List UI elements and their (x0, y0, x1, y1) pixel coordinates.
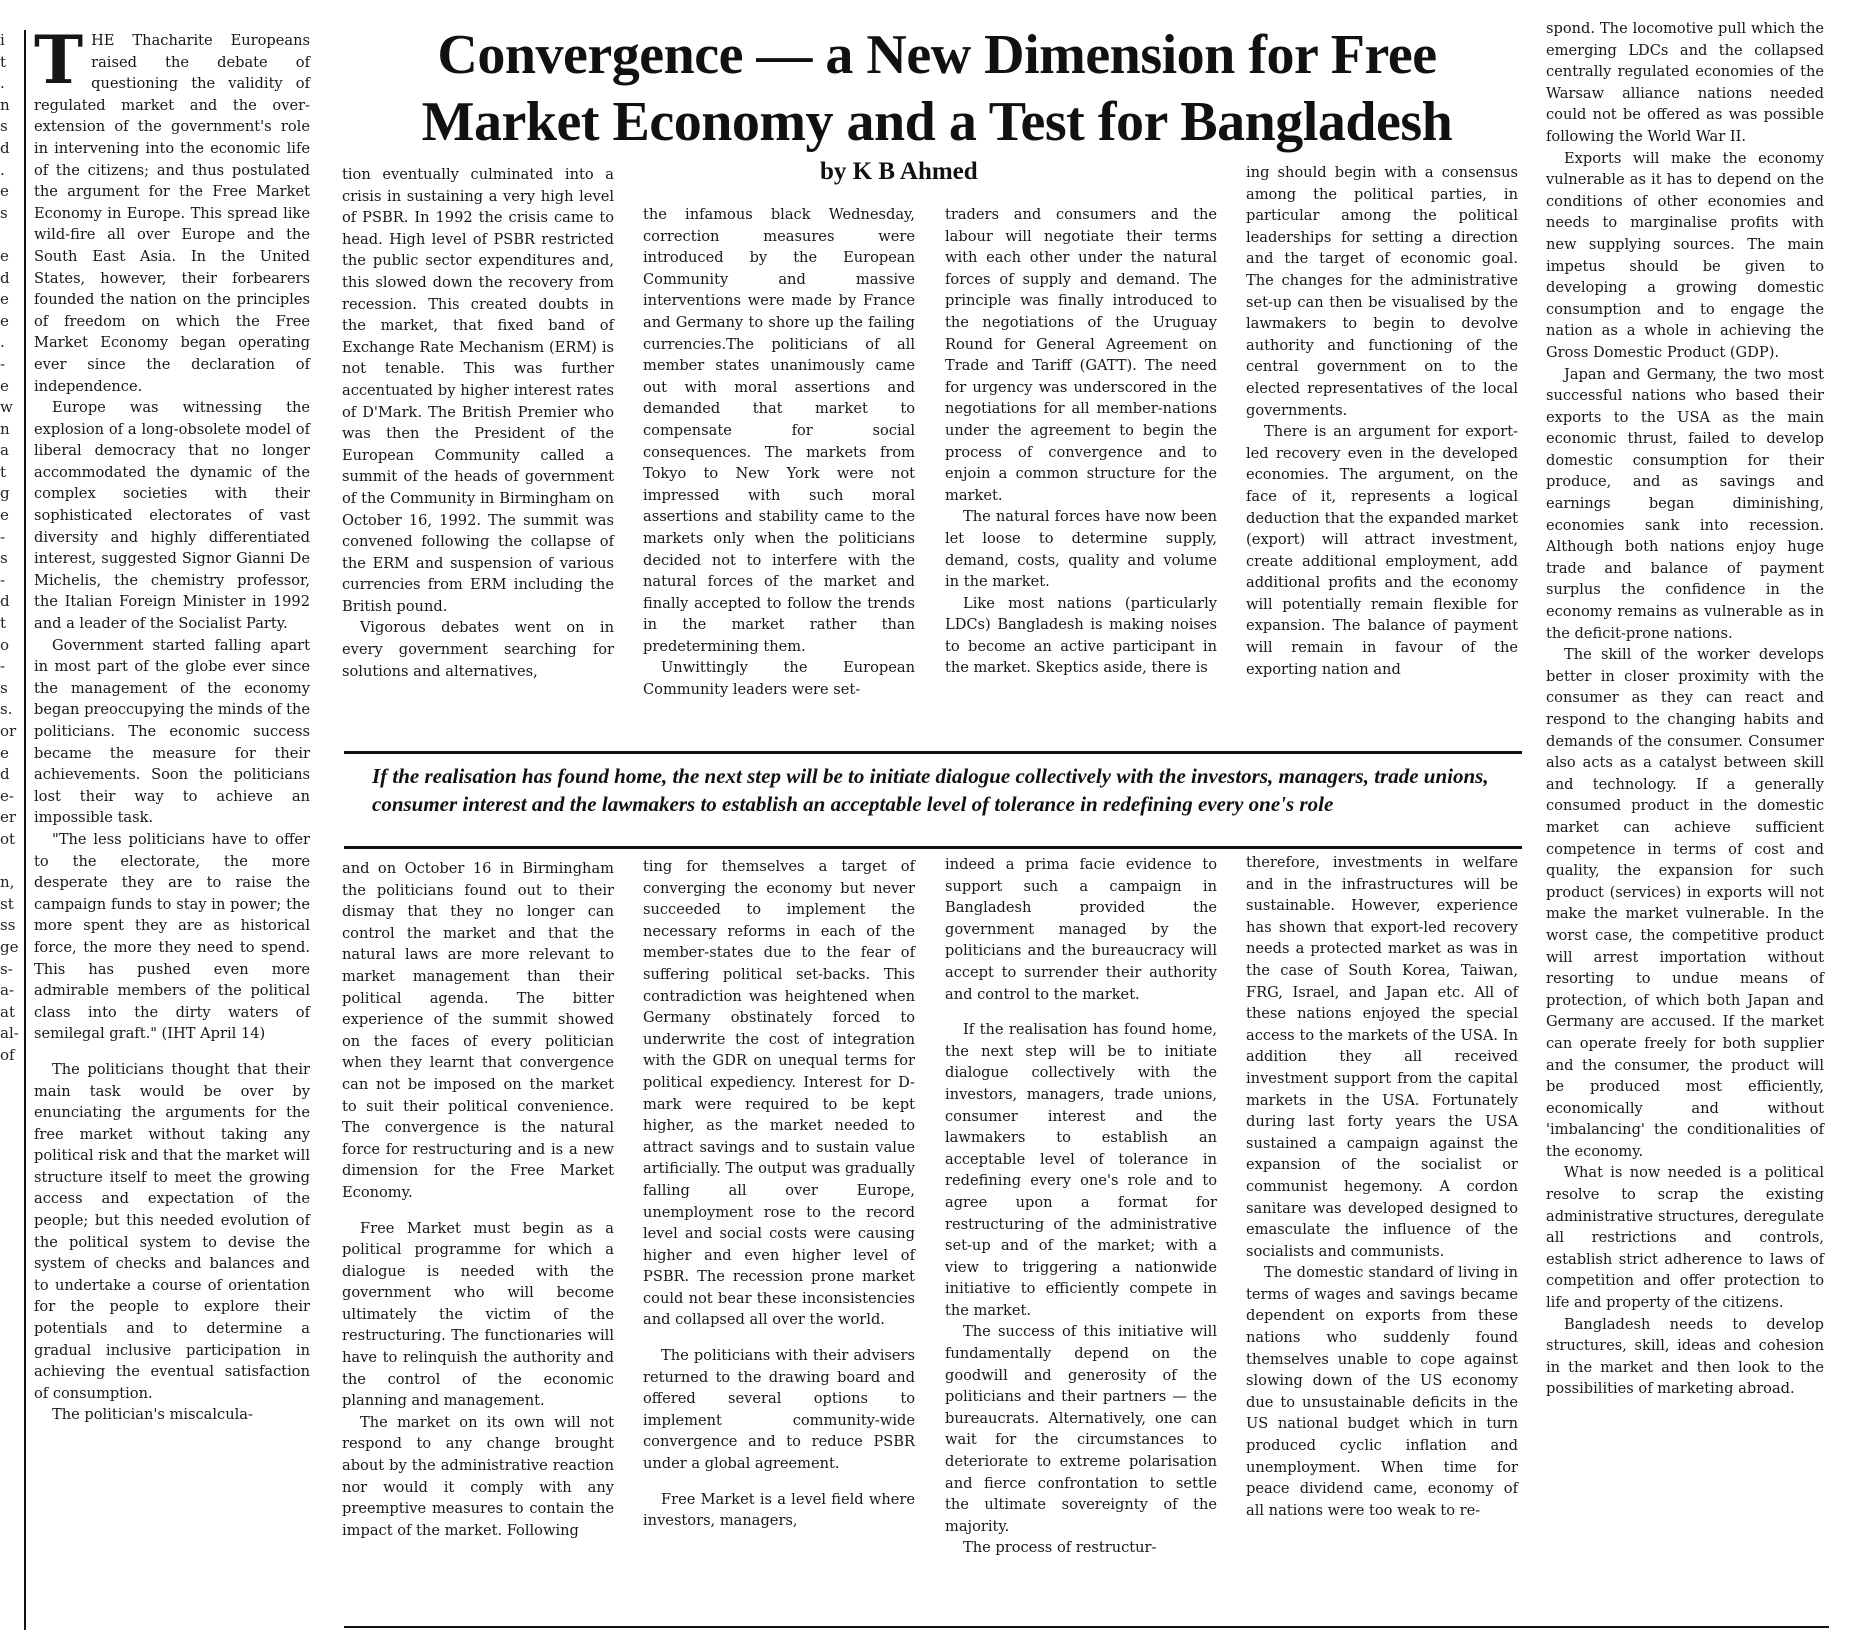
paragraph: Vigorous debates went on in every government searching for solutions and alternatives, (342, 619, 614, 680)
headline-line-2: Market Economy and a Test for Bangladesh (421, 91, 1453, 153)
column-rule (24, 30, 26, 1630)
paragraph: therefore, investments in welfare and in the infrastructures will be sustainable. However, experience has shown that export-led recovery needs a protected market as was in the case of South Korea, Taiwan, FRG, Israel, and Japan etc. All of these nations enjoyed the special access to the markets of the USA. In addition they all received investment support from the capital markets in the USA. Fortunately during last forty years the USA sustained a campaign against the expansion of the socialist or communist hegemony. A cordon sanitare was developed designed to emasculate the influence of the socialists and communists. (1246, 854, 1518, 1260)
byline: by K B Ahmed (820, 158, 978, 185)
paragraph: ting for themselves a target of converging the economy but never succeeded to implement the necessary reforms in each of the member-states due to the fear of suffering political set-backs. This contradiction was heightened when Germany obstinately forced to underwrite the cost of integration with the GDR on unequal terms for political expediency. Interest for D-mark were required to be kept higher, as the market needed to attract savings and to sustain value artificially. The output was gradually falling all over Europe, unemployment rose to the record level and social costs were causing higher and even higher level of PSBR. The recession prone market could not bear these inconsistencies and collapsed all over the world. (643, 858, 915, 1329)
paragraph: The market on its own will not respond to any change brought about by the administrative reaction nor would it comply with any preemptive measures to contain the impact of the market. Following (342, 1413, 614, 1539)
paragraph: "The less politicians have to offer to the electorate, the more desperate they are to raise the campaign funds to stay in power; the more spent they are as historical force, the more they need to spend. This has pushed even more admirable members of the political class into the dirty waters of semilegal graft." (IHT April 14) (34, 830, 310, 1043)
column-4-top (945, 204, 1217, 744)
paragraph: The domestic standard of living in terms of wages and savings became dependent on exports from these nations who suddenly found themselves unable to cope against slowing down of the US economy due to unsustainable deficits in the US national budget which in turn produced cyclic inflation and unemployment. When time for peace dividend came, economy of all nations were too weak to re- (1246, 1264, 1518, 1519)
paragraph: ing should begin with a consensus among the political parties, in particular among the political leaderships for setting a direction and the target of economic goal. The changes for the administrative set-up can then be visualised by the lawmakers to begin to devolve authority and functioning of the central government on to the elected representatives of the local governments. (1246, 164, 1518, 419)
column-3-bottom (643, 856, 915, 1626)
paragraph: indeed a prima facie evidence to support such a campaign in Bangladesh provided the government managed by the politicians and the bureaucracy will accept to surrender their authority and control to the market. (945, 856, 1217, 1003)
paragraph: The skill of the worker develops better in closer proximity with the consumer as they can react and respond to the changing habits and demands of the consumer. Consumer also acts as a catalyst between skill and technology. If a generally consumed product in the domestic market can achieve sufficient competence in terms of cost and quality, the expansion for such product (services) in exports will not make the market vulnerable. In the worst case, the competitive product will arrest importation without resorting to undue means of protection, of which both Japan and Germany are accused. If the market can operate freely for both supplier and the consumer, the product will be produced most efficiently, economically and without 'imbalancing' the conditionalities of the economy. (1546, 646, 1824, 1160)
column-5-top (1246, 162, 1518, 744)
paragraph: tion eventually culminated into a crisis in sustaining a very high level of PSBR. In 1992 the crisis came to head. High level of PSBR restricted the public sector expenditures and, this slowed down the recovery from recession. This created doubts in the market, that fixed band of Exchange Rate Mechanism (ERM) is not tenable. This was further accentuated by higher interest rates of D'Mark. The British Premier who was then the President of the European Community called a summit of the heads of government of the Community in Birmingham on October 16, 1992. The summit was convened following the collapse of the ERM and suspension of various currencies from ERM including the British pound. (342, 166, 614, 615)
paragraph: The process of restructur- (963, 1539, 1157, 1557)
column-2-bottom (342, 858, 614, 1626)
paragraph: Japan and Germany, the two most successful nations who based their exports to the USA as the main economic thrust, failed to develop domestic consumption for their produce, and as savings and earnings began diminishing, economies sank into recession. Although both nations enjoy huge trade and balance of payment surplus the confidence in the economy remains as vulnerable as in the deficit-prone nations. (1546, 365, 1824, 642)
paragraph: THE Thacharite Europeans raised the debate of questioning the validity of regulated market and the over-extension of the government's role in intervening into the economic life of the citizens; and thus postulated the argument for the Free Market Economy in Europe. This spread like wild-fire all over Europe and the South East Asia. In the United States, however, their forbearers founded the nation on the principles of freedom on which the Free Market Economy began operating ever since the declaration of independence. (34, 21, 310, 395)
column-5-bottom (1246, 852, 1518, 1626)
pull-quote-top-rule (344, 751, 1522, 754)
column-6 (1546, 18, 1824, 1626)
bottom-rule (344, 1626, 1829, 1628)
paragraph: Government started falling apart in most part of the globe ever since the management of the economy began preoccupying the minds of the politicians. The economic success became the measure for their achievements. Soon the politicians lost their way to achieve an impossible task. (34, 636, 310, 827)
paragraph: the infamous black Wednesday, correction measures were introduced by the European Community and massive interventions were made by France and Germany to shore up the failing currencies.The politicians of all member states unanimously came out with moral assertions and demanded that market to compensate for social consequences. The markets from Tokyo to New York were not impressed with such moral assertions and stability came to the markets only when the politicians decided not to interfere with the natural forces of the market and finally accepted to follow the trends in the market rather than predetermining them. (643, 206, 915, 655)
paragraph: Like most nations (particularly LDCs) Bangladesh is making noises to become an active participant in the market. Skeptics aside, there is (945, 594, 1217, 677)
paragraph: Europe was witnessing the explosion of a long-obsolete model of liberal democracy that no longer accommodated the dynamic of the complex societies with their sophisticated electorates of vast diversity and highly differentiated interest, suggested Signor Gianni De Michelis, the chemistry professor, the Italian Foreign Minister in 1992 and a leader of the Socialist Party. (34, 399, 310, 633)
paragraph: The politicians thought that their main task would be over by enunciating the arguments for the free market without taking any political risk and that the market will structure itself to meet the growing access and expectation of the people; but this needed evolution of the political system to devise the system of checks and balances and to undertake a course of orientation for the people to explore their potentials and to determine a gradual inclusive participation in achieving the eventual satisfaction of consumption. (34, 1060, 310, 1402)
paragraph: Free Market must begin as a political programme for which a dialogue is needed with the government who will become ultimately the victim of the restructuring. The functionaries will have to relinquish the authority and the control of the economic planning and management. (342, 1219, 614, 1410)
drop-cap: T (34, 21, 84, 99)
paragraph: and on October 16 in Birmingham the politicians found out to their dismay that they no longer can control the market and that the natural laws are more relevant to market management than their political agenda. The bitter experience of the summit showed on the faces of every politician when they learnt that convergence can not be imposed on the market to suit their political convenience. The convergence is the natural force for restructuring and is a new dimension for the Free Market Economy. (342, 860, 614, 1201)
paragraph: spond. The locomotive pull which the emerging LDCs and the collapsed centrally regulated economies of the Warsaw alliance nations needed could not be offered as was possible following the World War II. (1546, 20, 1824, 145)
pull-quote-bottom-rule (344, 846, 1522, 849)
column-3-top (643, 204, 915, 744)
adjacent-article-fragment: i t . n s d . e s e d e e . - e w n a t g e - s - d t o - s s. or e d e- er ot n, st ss ge s- a- at al- of (0, 31, 19, 1064)
paragraph: What is now needed is a political resolve to scrap the existing administrative structures, deregulate all restrictions and controls, establish strict adherence to laws of competition and offer protection to life and property of the citizens. (1546, 1164, 1824, 1312)
paragraph: The politicians with their advisers returned to the drawing board and offered several options to implement community-wide convergence and to reduce PSBR under a global agreement. (643, 1347, 915, 1473)
paragraph: If the realisation has found home, the next step will be to initiate dialogue collectively with the investors, managers, trade unions, consumer interest and the lawmakers to establish an acceptable level of tolerance in redefining every one's role and to agree upon a format for restructuring of the administrative set-up and of the market; with a view to triggering a nationwide initiative to efficiently compete in the market. (945, 1021, 1217, 1319)
paragraph: Unwittingly the European Community leaders were set- (643, 659, 915, 699)
column-4-bottom (945, 854, 1217, 1626)
pull-quote: If the realisation has found home, the next step will be to initiate dialogue collectively with the investors, managers, trade unions, consumer interest and the lawmakers to establish an acceptable level of tolerance in redefining every one's role (372, 764, 1489, 816)
paragraph: Bangladesh needs to develop structures, skill, ideas and cohesion in the market and then look to the possibilities of marketing abroad. (1546, 1315, 1824, 1398)
paragraph: The success of this initiative will fundamentally depend on the goodwill and generosity of the politicians and their partners — the bureaucrats. Alternatively, one can wait for the circumstances to deteriorate to extreme polarisation and fierce confrontation to settle the ultimate sovereignty of the majority. (945, 1323, 1217, 1535)
column-2-top (342, 164, 614, 744)
headline-line-1: Convergence — a New Dimension for Free (437, 24, 1437, 86)
paragraph: The politician's miscalcula- (52, 1406, 253, 1424)
paragraph: traders and consumers and the labour will negotiate their terms with each other under the natural forces of supply and demand. The principle was finally introduced to the negotiations of the Uruguay Round for General Agreement on Trade and Tariff (GATT). The need for urgency was underscored in the negotiations for all member-nations under the agreement to begin the process of convergence and to enjoin a common structure for the market. (945, 206, 1217, 504)
paragraph: The natural forces have now been let loose to determine supply, demand, costs, quality and volume in the market. (945, 508, 1217, 591)
column-1 (34, 21, 310, 1630)
paragraph: Exports will make the economy vulnerable as it has to depend on the conditions of other economies and needs to marginalise profits with new supplying sources. The main impetus should be given to developing a growing domestic consumption and to engage the nation as a whole in achieving the Gross Domestic Product (GDP). (1546, 149, 1824, 361)
paragraph: There is an argument for export-led recovery even in the developed economies. The argument, on the face of it, represents a logical deduction that the expanded market (export) will attract investment, create additional employment, add additional profits and the economy will potentially remain flexible for expansion. The balance of payment will remain in favour of the exporting nation and (1246, 423, 1518, 678)
headline (352, 22, 1522, 156)
paragraph: Free Market is a level field where investors, managers, (643, 1490, 915, 1530)
